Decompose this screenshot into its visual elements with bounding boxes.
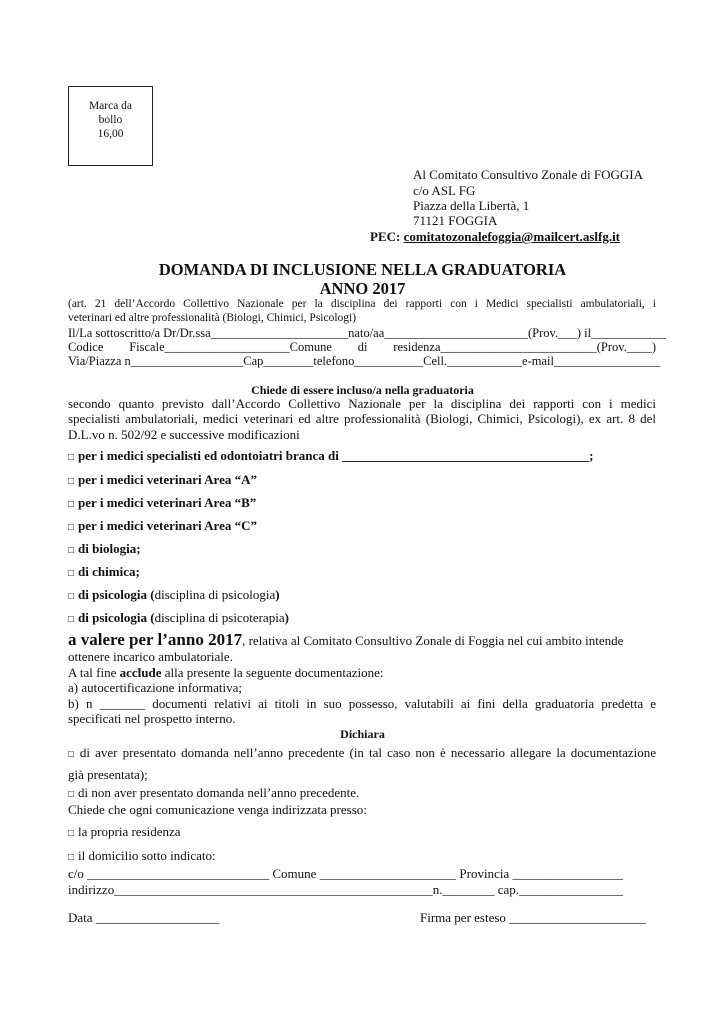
- recipient-line-2: c/o ASL FG: [413, 183, 476, 198]
- checkbox-icon[interactable]: □: [68, 614, 75, 625]
- checkbox-icon[interactable]: □: [68, 749, 76, 760]
- attach-text-bold: acclude: [119, 665, 162, 680]
- declare-heading: Dichiara: [340, 727, 385, 741]
- attachment-a: a) autocertificazione informativa;: [68, 680, 242, 695]
- validity-year: a valere per l’anno 2017: [68, 630, 243, 649]
- option-label: di biologia;: [78, 541, 141, 556]
- communication-request: Chiede che ogni comunicazione venga indirizzata presso:: [68, 802, 367, 817]
- option-label: per i medici specialisti ed odontoiatri branca di ______________________________________;: [78, 448, 594, 463]
- pec-line: [370, 229, 620, 245]
- stamp-line-3: 16,00: [97, 128, 124, 140]
- recipient-line-1: Al Comitato Consultivo Zonale di FOGGIA: [413, 167, 644, 182]
- communication-option-residence[interactable]: [68, 824, 181, 840]
- pec-label: PEC:: [370, 229, 401, 244]
- revenue-stamp-box: [68, 86, 153, 166]
- address-line-1[interactable]: c/o ____________________________ Comune _____________________ Provincia _________________: [68, 866, 624, 881]
- option-psychology[interactable]: [68, 587, 280, 603]
- attachment-b-line-1[interactable]: b) n _______ documenti relativi ai titoli in suo possesso, valutabili ai fini della graduatoria predetta e: [68, 696, 656, 711]
- option-label-bold: di psicologia (: [78, 587, 155, 602]
- personal-data-line-2[interactable]: Codice Fiscale____________________Comune di residenza_________________________(Prov.____): [68, 340, 656, 354]
- option-specialists[interactable]: [68, 448, 593, 464]
- checkbox-icon[interactable]: □: [68, 828, 75, 839]
- option-label-end: ): [275, 587, 280, 602]
- communication-option-domicile-text: il domicilio sotto indicato:: [78, 848, 216, 863]
- checkbox-icon[interactable]: □: [68, 522, 75, 533]
- request-text-line-3: D.L.vo n. 502/92 e successive modificazioni: [68, 427, 300, 442]
- checkbox-icon[interactable]: □: [68, 852, 75, 863]
- attach-text-a: A tal fine: [68, 665, 120, 680]
- declare-option-2[interactable]: [68, 785, 359, 801]
- recipient-line-4: 71121 FOGGIA: [413, 213, 498, 228]
- signature-field[interactable]: Firma per esteso _____________________: [420, 910, 646, 925]
- option-label-bold: di psicologia (: [78, 610, 155, 625]
- option-discipline: disciplina di psicologia: [154, 587, 276, 602]
- option-vet-area-c[interactable]: [68, 518, 257, 534]
- checkbox-icon[interactable]: □: [68, 789, 75, 800]
- stamp-line-1: Marca da: [88, 100, 133, 112]
- address-line-2[interactable]: indirizzo_________________________________________________n.________ cap.________________: [68, 882, 623, 897]
- pec-address-link[interactable]: comitatozonalefoggia@mailcert.aslfg.it: [403, 229, 621, 244]
- document-title: DOMANDA DI INCLUSIONE NELLA GRADUATORIA: [158, 260, 567, 279]
- checkbox-icon[interactable]: □: [68, 591, 75, 602]
- personal-data-line-3[interactable]: Via/Piazza n__________________Cap________telefono___________Cell.____________e-mail_________________: [68, 354, 661, 368]
- attachment-b-line-2: specificati nel prospetto interno.: [68, 711, 236, 726]
- request-text-line-2: specialisti ambulatoriali, medici veterinari ed altre professionalità (Biologi, Chimici, Psicologi), ex art. 8 del: [68, 411, 656, 426]
- recipient-line-3: Piazza della Libertà, 1: [413, 198, 530, 213]
- stamp-line-2: bollo: [98, 114, 123, 126]
- option-discipline: disciplina di psicoterapia: [154, 610, 285, 625]
- option-vet-area-a[interactable]: [68, 472, 257, 488]
- validity-rest: , relativa al Comitato Consultivo Zonale di Foggia nel cui ambito intende: [242, 633, 624, 648]
- request-heading: Chiede di essere incluso/a nella graduatoria: [251, 383, 474, 397]
- option-label: per i medici veterinari Area “C”: [78, 518, 257, 533]
- option-label: per i medici veterinari Area “A”: [78, 472, 257, 487]
- date-field[interactable]: Data ___________________: [68, 910, 220, 925]
- checkbox-icon[interactable]: □: [68, 545, 75, 556]
- validity-line-2: ottenere incarico ambulatoriale.: [68, 649, 233, 664]
- option-psychotherapy[interactable]: [68, 610, 289, 626]
- checkbox-icon[interactable]: □: [68, 568, 75, 579]
- declare-option-1[interactable]: [68, 745, 656, 761]
- validity-line-1: [68, 630, 623, 650]
- option-label: per i medici veterinari Area “B”: [78, 495, 257, 510]
- checkbox-icon[interactable]: □: [68, 499, 75, 510]
- declare-option-1-text: di aver presentato domanda nell’anno precedente (in tal caso non è necessario allegare la documentazione: [79, 745, 656, 760]
- option-vet-area-b[interactable]: [68, 495, 256, 511]
- checkbox-icon[interactable]: □: [68, 476, 75, 487]
- checkbox-icon[interactable]: □: [68, 452, 75, 463]
- personal-data-line-1[interactable]: Il/La sottoscritto/a Dr/Dr.ssa______________________nato/aa_______________________(Prov.___) il____________: [68, 326, 667, 340]
- document-year: ANNO 2017: [319, 279, 406, 298]
- option-label: di chimica;: [78, 564, 140, 579]
- communication-option-domicile[interactable]: [68, 848, 216, 864]
- reference-line-1: (art. 21 dell’Accordo Collettivo Nazionale per la disciplina dei rapporti con i Medici specialisti ambulatoriali, i: [68, 298, 656, 310]
- reference-line-2: veterinari ed altre professionalità (Biologi, Chimici, Psicologi): [68, 312, 357, 324]
- option-chemistry[interactable]: [68, 564, 140, 580]
- option-label-end: ): [284, 610, 289, 625]
- communication-option-residence-text: la propria residenza: [78, 824, 181, 839]
- request-text-line-1: secondo quanto previsto dall’Accordo Collettivo Nazionale per la disciplina dei rapporti con i medici: [68, 396, 656, 411]
- option-biology[interactable]: [68, 541, 141, 557]
- attach-text-c: alla presente la seguente documentazione:: [161, 665, 384, 680]
- declare-option-1-line-2: già presentata);: [68, 767, 148, 782]
- validity-line-3: [68, 665, 656, 681]
- declare-option-2-text: di non aver presentato domanda nell’anno precedente.: [78, 785, 360, 800]
